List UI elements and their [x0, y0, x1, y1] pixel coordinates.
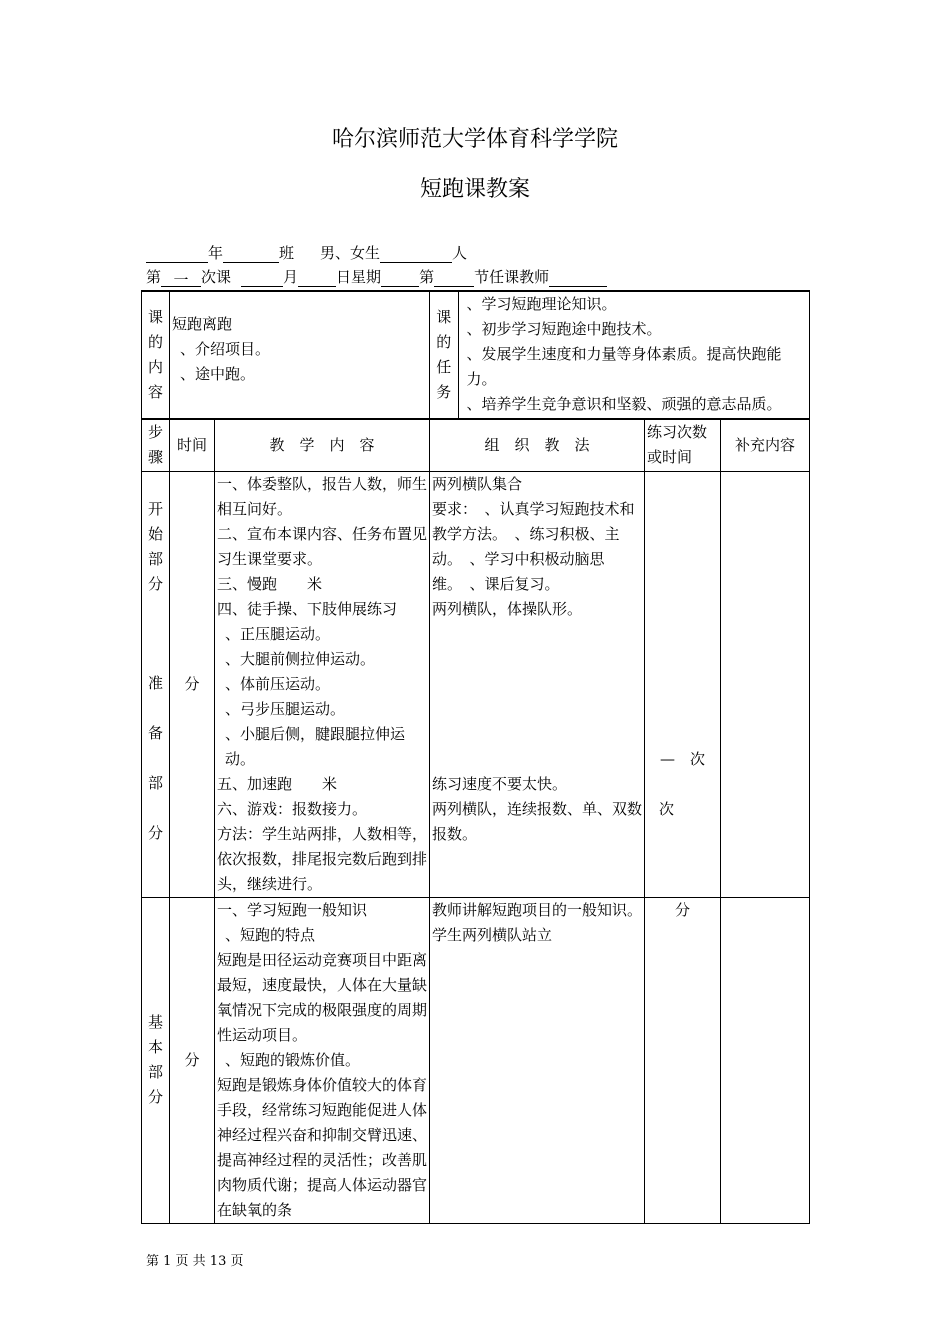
content-task-row [142, 291, 810, 419]
part-label-char: 分 [147, 823, 163, 842]
gender-label: 男、女生 [320, 244, 381, 262]
method-line: 两列横队，体操队形。 [432, 599, 583, 618]
content-line: 二、宣布本课内容、任务布置见习生课堂要求。 [217, 524, 428, 568]
content-label-cell [142, 291, 170, 419]
time-header: 时间 [170, 419, 215, 471]
info-line-2 [146, 267, 607, 287]
class-blank [223, 246, 279, 263]
content-item: 、介绍项目。 [180, 339, 271, 358]
column-header-row [142, 419, 810, 471]
content-line: 、短跑的锻炼价值。 [225, 1050, 361, 1069]
method-line: 两列横队集合 [432, 474, 523, 493]
part-label-char: 基 [147, 1013, 163, 1031]
page-footer: 第 1 页 共 13 页 [146, 1254, 244, 1269]
content-line: 方法：学生站两排，人数相等，依次报数，排尾报完数后跑到排头，继续进行。 [217, 824, 428, 893]
content-line: 、短跑的特点 [225, 925, 316, 944]
task-label-char: 课 [436, 308, 452, 326]
part-start-method [430, 471, 645, 897]
people-blank [380, 246, 452, 263]
method-line: 教师讲解短跑项目的一般知识。 [432, 900, 643, 919]
step-header-char: 步 [147, 423, 163, 442]
part-start-time: 分 [170, 471, 215, 897]
task-label-cell [430, 292, 458, 418]
content-line: 、正压腿运动。 [225, 624, 331, 643]
part-label-char: 始 [147, 524, 163, 543]
content-line: 五、加速跑 米 [217, 774, 338, 793]
step-header [142, 419, 170, 471]
day-week-label: 日星期 [336, 268, 382, 286]
part-start-content [215, 471, 430, 897]
lesson-plan-table [141, 290, 810, 1224]
period-blank [434, 270, 474, 287]
day-blank [298, 270, 336, 287]
method-line: 两列横队，连续报数、单、双数报数。 [432, 799, 643, 843]
part-label-char: 准 [147, 673, 163, 692]
content-label-char: 课 [147, 308, 163, 326]
part-basic-label [142, 897, 170, 1223]
part-basic-content [215, 897, 430, 1223]
content-line: 一、体委整队，报告人数，师生相互问好。 [217, 474, 428, 518]
period-prefix: 第 [419, 268, 435, 286]
content-line: 短跑是田径运动竞赛项目中距离最短，速度最快，人体在大量缺氧情况下完成的极限强度的周期性运动项目。 [217, 950, 428, 1044]
part-label-char: 部 [147, 773, 163, 792]
task-item: 、培养学生竞争意识和坚毅、顽强的意志品质。 [466, 395, 782, 413]
content-line: 四、徒手操、下肢伸展练习 [217, 599, 398, 618]
part-basic-method [430, 897, 645, 1223]
content-line: 短跑是锻炼身体价值较大的体育手段，经常练习短跑能促进人体神经过程兴奋和抑制交臂迅速、提高神经过程的灵活性；改善肌肉物质代谢；提高人体运动器官在缺氧的条 [217, 1075, 428, 1219]
content-line: 、体前压运动。 [225, 674, 331, 693]
part-basic-time: 分 [170, 897, 215, 1223]
content-label-char: 内 [147, 358, 163, 376]
task-item: 、初步学习短跑途中跑技术。 [466, 320, 662, 338]
people-label: 人 [452, 244, 468, 262]
content-line: 一、学习短跑一般知识 [217, 900, 368, 919]
content-line: 、小腿后侧，腱跟腿拉伸运动。 [225, 724, 406, 768]
part-label-char: 分 [147, 1088, 163, 1106]
month-label: 月 [283, 268, 299, 286]
lesson-number: 一 [161, 270, 201, 287]
content-item: 短跑离跑 [172, 314, 233, 333]
content-line: 、弓步压腿运动。 [225, 699, 346, 718]
content-line: 、大腿前侧拉伸运动。 [225, 649, 376, 668]
part-start-extra [721, 471, 810, 897]
lesson-suffix: 次课 [201, 268, 232, 286]
content-line: 六、游戏：报数接力。 [217, 799, 368, 818]
method-header: 组 织 教 法 [430, 419, 645, 471]
lesson-prefix: 第 [146, 268, 162, 286]
task-inner [430, 292, 809, 418]
reps-value: — 次 [660, 749, 706, 768]
content-label-char: 的 [147, 333, 163, 351]
month-blank [241, 270, 283, 287]
part-label-char: 部 [147, 549, 163, 568]
task-list [458, 292, 809, 418]
year-blank [146, 246, 208, 263]
part-start-row [142, 471, 810, 897]
part-label-char: 部 [147, 1063, 163, 1081]
part-label-char: 备 [147, 723, 163, 742]
class-label: 班 [279, 244, 295, 262]
content-label-char: 容 [147, 383, 163, 401]
task-label-char: 的 [436, 333, 452, 351]
task-cell [430, 291, 810, 419]
part-label-char: 分 [147, 574, 163, 593]
institution-title: 哈尔滨师范大学体育科学学院 [331, 127, 618, 152]
part-label-char: 本 [147, 1038, 163, 1056]
part-basic-extra [721, 897, 810, 1223]
method-line: 要求： 、认真学习短跑技术和教学方法。 、练习积极、主动。 、学习中积极动脑思维。 、课后复习。 [432, 499, 635, 593]
task-label-char: 务 [436, 383, 452, 401]
part-start-reps [645, 471, 721, 897]
period-teacher-label: 节任课教师 [474, 268, 550, 286]
document-title: 短跑课教案 [419, 177, 530, 202]
teaching-content-header: 教 学 内 容 [215, 419, 430, 471]
reps-value: 次 [659, 799, 675, 818]
teacher-blank [549, 270, 607, 287]
task-item: 、学习短跑理论知识。 [466, 295, 617, 313]
year-label: 年 [208, 244, 224, 262]
reps-header: 练习次数或时间 [645, 419, 721, 471]
part-basic-reps: 分 [645, 897, 721, 1223]
content-item: 、途中跑。 [180, 364, 256, 383]
part-basic-row [142, 897, 810, 1223]
week-blank [381, 270, 419, 287]
part-label-char: 开 [147, 499, 163, 518]
method-line: 学生两列横队站立 [432, 925, 553, 944]
task-item: 、发展学生速度和力量等身体素质。提高快跑能力。 [466, 345, 782, 388]
part-start-label [142, 471, 170, 897]
task-label-char: 任 [436, 358, 452, 376]
info-line-1 [146, 243, 467, 263]
step-header-char: 骤 [147, 448, 163, 467]
content-line: 三、慢跑 米 [217, 574, 323, 593]
content-cell [170, 291, 430, 419]
method-line: 练习速度不要太快。 [432, 774, 568, 793]
extra-header: 补充内容 [721, 419, 810, 471]
